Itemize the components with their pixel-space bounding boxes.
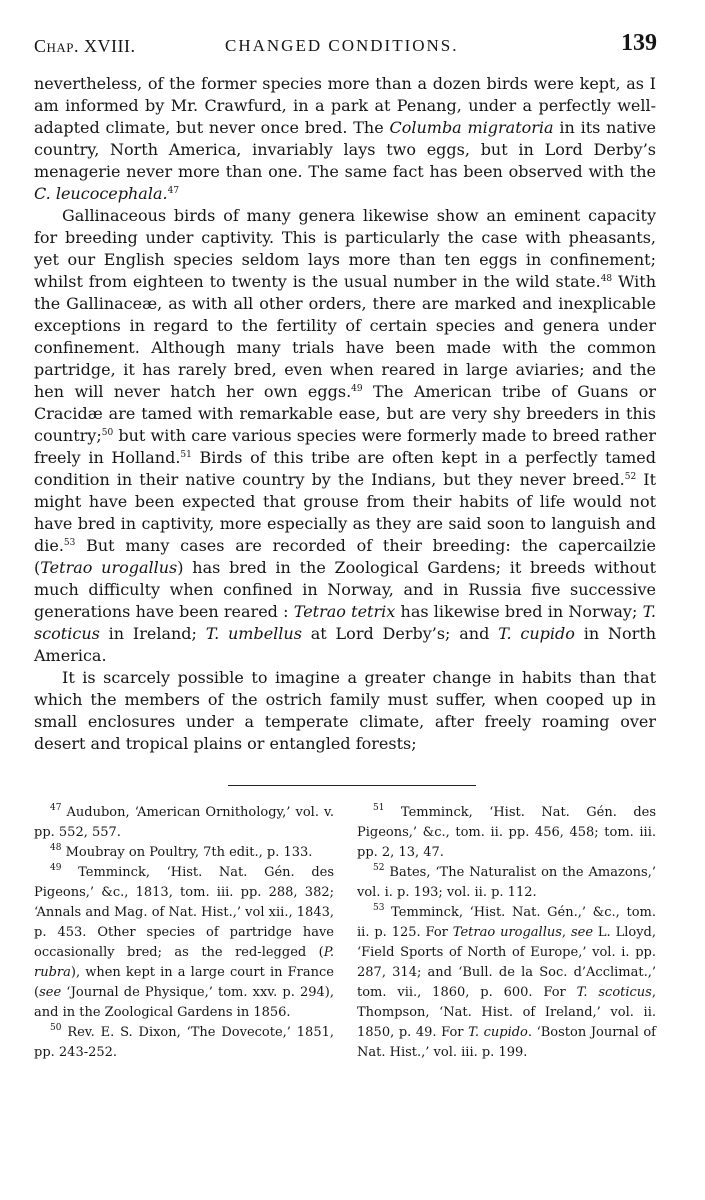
text-run: but with care various species were formerly made to breed rather freely in Holland. bbox=[34, 426, 656, 467]
footnote-number: 51 bbox=[373, 803, 385, 813]
italic-text: T. scoticus bbox=[34, 602, 656, 643]
text-run: L. Lloyd, ‘Field Sports of North of Europe,’ vol. i. pp. 287, 314; and ‘Bull. de la Soc. d’Acclimat.,’ tom. vii., 1860, p. 600. For bbox=[357, 925, 656, 1000]
footnote-number: 49 bbox=[50, 863, 62, 873]
paragraph-ostrich bbox=[34, 667, 656, 755]
text-run: . ‘Boston Journal of Nat. Hist.,’ vol. iii. p. 199. bbox=[357, 1025, 656, 1060]
footnote-53 bbox=[357, 903, 656, 1063]
italic-text: see bbox=[570, 925, 594, 940]
chapter-label: Chap. XVIII. bbox=[34, 36, 136, 56]
italic-text: Tetrao urogallus bbox=[452, 925, 562, 940]
running-title: CHANGED CONDITIONS. bbox=[225, 36, 459, 55]
footnote-number: 52 bbox=[373, 863, 385, 873]
paragraph-gallinaceous bbox=[34, 205, 656, 667]
text-run: at Lord Derby’s; and bbox=[301, 624, 499, 643]
text-run: The American tribe of Guans or Cracidæ are tamed with remarkable ease, but are very shy breeders in this country; bbox=[34, 382, 656, 445]
italic-text: T. scoticus bbox=[576, 985, 652, 1000]
italic-text: C. leucocephala. bbox=[34, 184, 168, 203]
text-run: Temminck, ‘Hist. Nat. Gén. des Pigeons,’ &c., 1813, tom. iii. pp. 288, 382; ‘Annals and Mag. of Nat. Hist.,’ vol xii., 1843, p. 453. Other species of partridge have occasionally bred; as the red-legged ( bbox=[34, 865, 335, 960]
footnote-ref: 48 bbox=[600, 274, 613, 284]
italic-text: P. rubra bbox=[34, 945, 334, 980]
footnote-48 bbox=[34, 843, 334, 863]
footnote-ref: 53 bbox=[63, 538, 76, 548]
footnote-51 bbox=[357, 803, 656, 863]
text-run: nevertheless, of the former species more than a dozen birds were kept, as I am informed by Mr. Crawfurd, in a park at Penang, under a perfectly well-adapted climate, but never once bred. The bbox=[34, 74, 656, 137]
footnote-52 bbox=[357, 863, 656, 903]
body-text bbox=[34, 73, 656, 755]
text-run: ) has bred in the Zoological Gardens; it breeds without much difficulty when confined in Norway, and in Russia five successive generations have been reared : bbox=[34, 558, 657, 621]
text-run: Bates, ‘The Naturalist on the Amazons,’ vol. i. p. 193; vol. ii. p. 112. bbox=[357, 865, 656, 900]
italic-text: Columba migratoria bbox=[389, 118, 554, 137]
text-run: Birds of this tribe are often kept in a perfectly tamed condition in their native country by the Indians, but they never breed. bbox=[34, 448, 656, 489]
footnote-47 bbox=[34, 803, 334, 843]
text-run: Rev. E. S. Dixon, ‘The Dovecote,’ 1851, pp. 243-252. bbox=[34, 1025, 335, 1060]
footnote-number: 50 bbox=[50, 1023, 62, 1033]
footnote-49 bbox=[34, 863, 334, 1023]
italic-text: T. cupido bbox=[498, 624, 575, 643]
text-run: in its native country, North America, invariably lays two eggs, but in Lord Derby’s menagerie never more than one. The same fact has been observed with the bbox=[34, 118, 657, 181]
footnote-ref: 50 bbox=[101, 428, 114, 438]
text-run: But many cases are recorded of their breeding: the capercailzie ( bbox=[34, 536, 656, 577]
page-number: 139 bbox=[621, 30, 657, 56]
text-run: Audubon, ‘American Ornithology,’ vol. v. pp. 552, 557. bbox=[34, 805, 334, 840]
text-run: It is scarcely possible to imagine a greater change in habits than that which the members of the ostrich family must suffer, when cooped up in small enclosures under a temperate climate, after freely roaming over desert and tropical plains or entangled forests; bbox=[34, 668, 656, 753]
text-run: Moubray on Poultry, 7th edit., p. 133. bbox=[65, 845, 313, 860]
text-run: in Ireland; bbox=[99, 624, 206, 643]
footnote-divider bbox=[228, 785, 476, 786]
italic-text: Tetrao tetrix bbox=[293, 602, 396, 621]
text-run: ‘Journal de Physique,’ tom. xxv. p. 294), and in the Zoological Gardens in 1856. bbox=[34, 985, 334, 1020]
text-run: in North America. bbox=[34, 624, 657, 665]
footnote-number: 48 bbox=[50, 843, 62, 853]
text-run: With the Gallinaceæ, as with all other orders, there are marked and inexplicable exceptions in regard to the fertility of certain species and genera under confinement. Although many trials have been made with the common partridge, it has rarely bred, even when reared in large aviaries; and the hen will never hatch her own eggs. bbox=[34, 272, 656, 401]
footnote-ref: 52 bbox=[624, 472, 637, 482]
text-run: , bbox=[561, 925, 571, 940]
paragraph-continued bbox=[34, 73, 656, 205]
footnotes-left-column bbox=[34, 803, 334, 1063]
text-run: Gallinaceous birds of many genera likewise show an eminent capacity for breeding under captivity. This is particularly the case with pheasants, yet our English species seldom lays more than ten eggs in confinement; whilst from eighteen to twenty is the usual number in the wild state. bbox=[34, 206, 656, 291]
text-run: ), when kept in a large court in France ( bbox=[34, 965, 334, 1000]
footnote-number: 53 bbox=[373, 903, 385, 913]
italic-text: Tetrao urogallus bbox=[40, 558, 178, 577]
footnote-50 bbox=[34, 1023, 334, 1063]
italic-text: see bbox=[39, 985, 62, 1000]
running-head bbox=[34, 30, 657, 64]
text-run: , Thompson, ‘Nat. Hist. of Ireland,’ vol. ii. 1850, p. 49. For bbox=[357, 985, 656, 1040]
footnote-ref: 51 bbox=[180, 450, 192, 460]
footnote-ref: 47 bbox=[167, 186, 180, 196]
italic-text: T. umbellus bbox=[205, 624, 302, 643]
text-run: has likewise bred in Norway; bbox=[395, 602, 643, 621]
italic-text: T. cupido bbox=[468, 1025, 528, 1040]
text-run: Temminck, ‘Hist. Nat. Gén. des Pigeons,’ &c., tom. ii. pp. 456, 458; tom. iii. pp. 2, 13, 47. bbox=[357, 805, 656, 860]
text-run: Temminck, ‘Hist. Nat. Gén.,’ &c., tom. ii. p. 125. For bbox=[357, 905, 656, 940]
footnote-ref: 49 bbox=[351, 384, 363, 394]
footnotes-right-column bbox=[357, 803, 656, 1063]
footnote-number: 47 bbox=[50, 803, 62, 813]
text-run: It might have been expected that grouse from their habits of life would not have bred in captivity, more especially as they are said soon to languish and die. bbox=[34, 470, 656, 555]
